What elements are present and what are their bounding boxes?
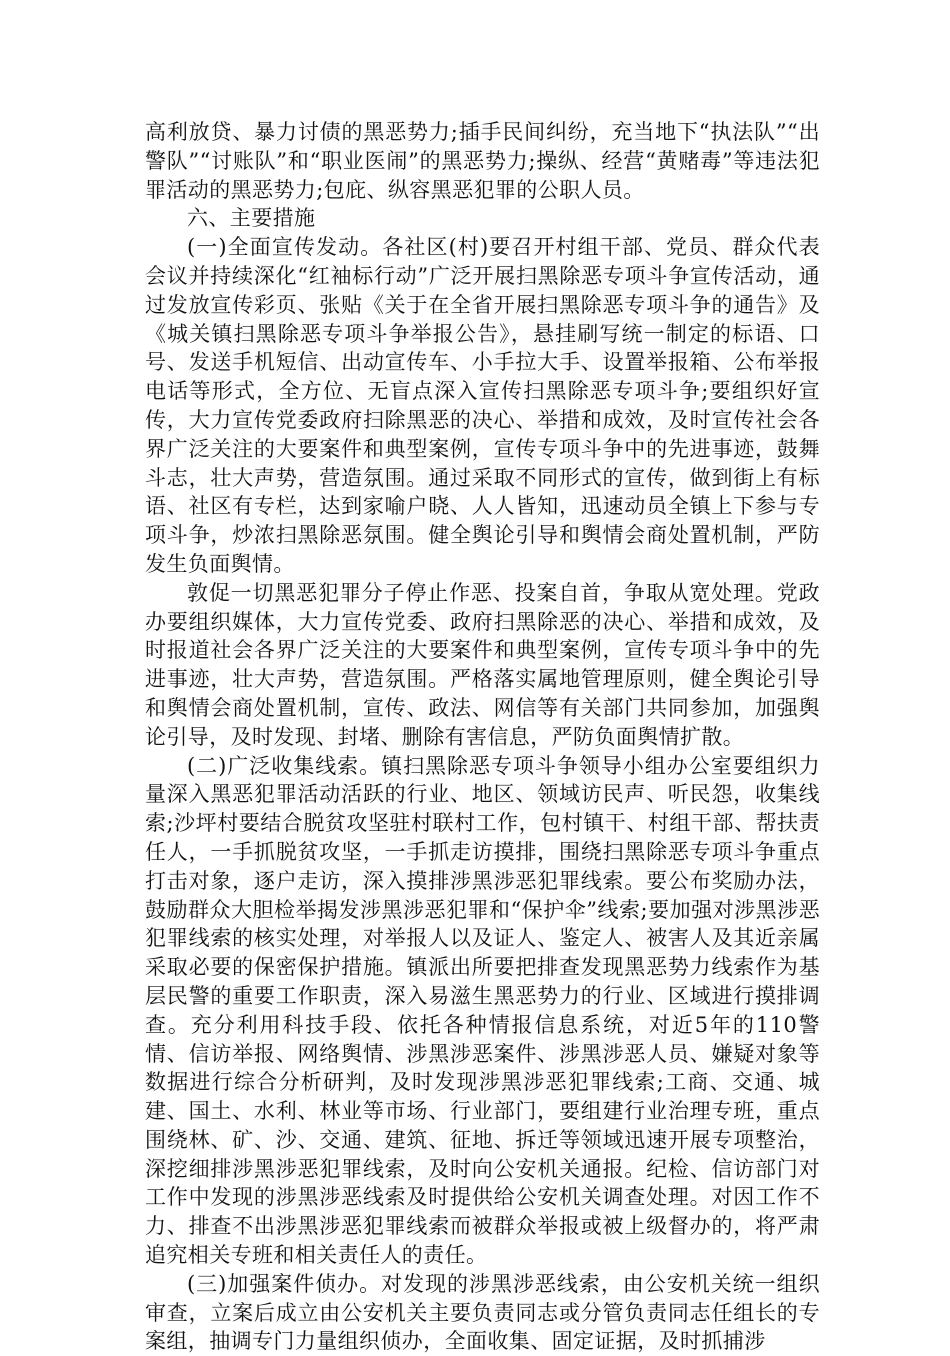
paragraph-publicity-mobilization: (一)全面宣传发动。各社区(村)要召开村组干部、党员、群众代表会议并持续深化“红袖标行动”广泛开展扫黑除恶专项斗争宣传活动，通过发放宣传彩页、张贴《关于在全省开展扫黑除恶专项斗争的通告》及《城关镇扫黑除恶专项斗争举报公告》，悬挂刷写统一制定的标语、口号、发送手机短信、出动宣传车、小手拉大手、设置举报箱、公布举报电话等形式，全方位、无盲点深入宣传扫黑除恶专项斗争;要组织好宣传，大力宣传党委政府扫除黑恶的决心、举措和成效，及时宣传社会各界广泛关注的大要案件和典型案例，宣传专项斗争中的先进事迹，鼓舞斗志，壮大声势，营造氛围。通过采取不同形式的宣传，做到街上有标语、社区有专栏，达到家喻户晓、人人皆知，迅速动员全镇上下参与专项斗争，炒浓扫黑除恶氛围。健全舆论引导和舆情会商处置机制，严防发生负面舆情。 bbox=[145, 235, 820, 576]
paragraph-case-investigation: (三)加强案件侦办。对发现的涉黑涉恶线索，由公安机关统一组织审查，立案后成立由公安机关主要负责同志或分管负责同志任组长的专案组，抽调专门力量组织侦办，全面收集、固定证据，及时抓捕涉 bbox=[145, 1271, 820, 1354]
document-page bbox=[145, 118, 820, 1356]
section-heading-main-measures: 六、主要措施 bbox=[187, 206, 316, 231]
paragraph-collect-leads: (二)广泛收集线索。镇扫黑除恶专项斗争领导小组办公室要组织力量深入黑恶犯罪活动活跃的行业、地区、领域访民声、听民怨，收集线索;沙坪村要结合脱贫攻坚驻村联村工作，包村镇干、村组干部、帮扶责任人，一手抓脱贫攻坚，一手抓走访摸排，围绕扫黑除恶专项斗争重点打击对象，逐户走访，深入摸排涉黑涉恶犯罪线索。要公布奖励办法，鼓励群众大胆检举揭发涉黑涉恶犯罪和“保护伞”线索;要加强对涉黑涉恶犯罪线索的核实处理，对举报人以及证人、鉴定人、被害人及其近亲属采取必要的保密保护措施。镇派出所要把排查发现黑恶势力线索作为基层民警的重要工作职责，深入易滋生黑恶势力的行业、区域进行摸排调查。充分利用科技手段、依托各种情报信息系统，对近5年的110警情、信访举报、网络舆情、涉黑涉恶案件、涉黑涉恶人员、嫌疑对象等数据进行综合分析研判，及时发现涉黑涉恶犯罪线索;工商、交通、城建、国土、水利、林业等市场、行业部门，要组建行业治理专班，重点围绕林、矿、沙、交通、建筑、征地、拆迁等领域迅速开展专项整治，深挖细排涉黑涉恶犯罪线索，及时向公安机关通报。纪检、信访部门对工作中发现的涉黑涉恶线索及时提供给公安机关调查处理。对因工作不力、排查不出涉黑涉恶犯罪线索而被群众举报或被上级督办的，将严肃追究相关专班和相关责任人的责任。 bbox=[145, 753, 820, 1268]
paragraph-continuation: 高利放贷、暴力讨债的黑恶势力;插手民间纠纷，充当地下“执法队”“出警队”“讨账队”和“职业医闹”的黑恶势力;操纵、经营“黄赌毒”等违法犯罪活动的黑恶势力;包庇、纵容黑恶犯罪的公职人员。 bbox=[145, 120, 820, 202]
paragraph-urge-surrender: 敦促一切黑恶犯罪分子停止作恶、投案自首，争取从宽处理。党政办要组织媒体，大力宣传党委、政府扫黑除恶的决心、举措和成效，及时报道社会各界广泛关注的大要案件和典型案例，宣传专项斗争中的先进事迹，壮大声势，营造氛围。严格落实属地管理原则，健全舆论引导和舆情会商处置机制，宣传、政法、网信等有关部门共同参加，加强舆论引导，及时发现、封堵、删除有害信息，严防负面舆情扩散。 bbox=[145, 580, 820, 749]
